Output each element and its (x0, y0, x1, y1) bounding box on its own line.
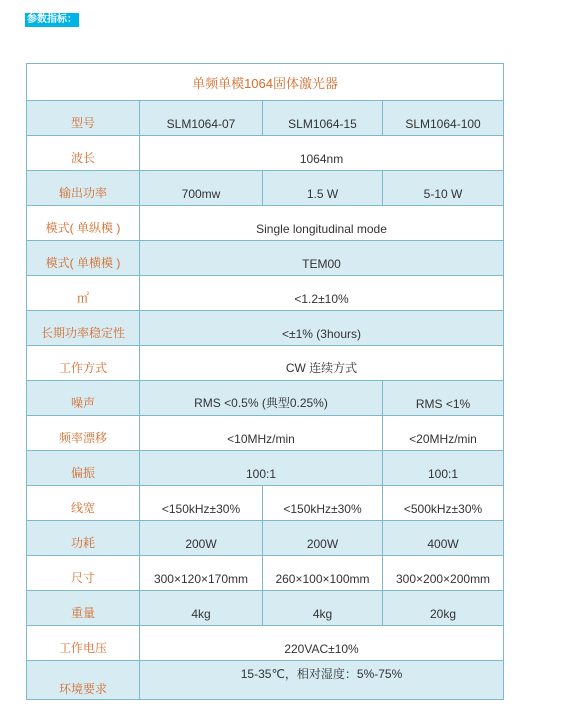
table-cell: 5-10 W (383, 171, 504, 206)
table-cell: 4kg (140, 591, 263, 626)
table-cell: 1.5 W (263, 171, 383, 206)
table-cell: <1.2±10% (140, 276, 504, 311)
table-cell: 1064nm (140, 136, 504, 171)
table-cell: TEM00 (140, 241, 504, 276)
table-cell: SLM1064-07 (140, 101, 263, 136)
table-cell: <10MHz/min (140, 416, 383, 451)
table-row (27, 346, 504, 381)
table-row (27, 171, 504, 206)
table-cell: 700mw (140, 171, 263, 206)
table-cell: 15-35℃，相对湿度：5%-75% (140, 661, 504, 700)
table-row (27, 521, 504, 556)
row-label-wavelength: 波长 (27, 136, 140, 171)
row-label-m2: ㎡ (27, 276, 140, 311)
table-row (27, 311, 504, 346)
row-label-operation-mode: 工作方式 (27, 346, 140, 381)
row-label-longitudinal-mode: 模式( 单纵模 ) (27, 206, 140, 241)
table-cell: <±1% (3hours) (140, 311, 504, 346)
table-row (27, 381, 504, 416)
row-label-noise: 噪声 (27, 381, 140, 416)
table-title: 单频单模1064固体激光器 (27, 64, 504, 101)
table-title-row (27, 64, 504, 101)
table-row (27, 451, 504, 486)
table-cell: <500kHz±30% (383, 486, 504, 521)
table-cell: <20MHz/min (383, 416, 504, 451)
row-label-frequency-drift: 频率漂移 (27, 416, 140, 451)
table-cell: 260×100×100mm (263, 556, 383, 591)
section-tag: 参数指标： (27, 14, 77, 25)
row-label-environment: 环境要求 (27, 661, 140, 700)
table-row (27, 276, 504, 311)
table-cell: 300×120×170mm (140, 556, 263, 591)
table-row (27, 486, 504, 521)
table-cell: RMS <0.5% (典型0.25%) (140, 381, 383, 416)
table-cell: 20kg (383, 591, 504, 626)
table-cell: RMS <1% (383, 381, 504, 416)
table-cell: 200W (263, 521, 383, 556)
table-cell: 400W (383, 521, 504, 556)
row-label-weight: 重量 (27, 591, 140, 626)
row-label-output-power: 输出功率 (27, 171, 140, 206)
table-cell: <150kHz±30% (263, 486, 383, 521)
table-cell: 200W (140, 521, 263, 556)
row-label-dimensions: 尺寸 (27, 556, 140, 591)
row-label-polarization: 偏振 (27, 451, 140, 486)
table-row (27, 416, 504, 451)
row-label-model: 型号 (27, 101, 140, 136)
table-cell: 4kg (263, 591, 383, 626)
table-cell: CW 连续方式 (140, 346, 504, 381)
table-row (27, 591, 504, 626)
table-row (27, 241, 504, 276)
table-cell: 100:1 (383, 451, 504, 486)
table-cell: <150kHz±30% (140, 486, 263, 521)
table-cell: SLM1064-100 (383, 101, 504, 136)
table-row (27, 101, 504, 136)
row-label-voltage: 工作电压 (27, 626, 140, 661)
table-cell: Single longitudinal mode (140, 206, 504, 241)
table-row (27, 556, 504, 591)
row-label-power-stability: 长期功率稳定性 (27, 311, 140, 346)
spec-table (26, 63, 504, 700)
table-cell: SLM1064-15 (263, 101, 383, 136)
table-cell: 100:1 (140, 451, 383, 486)
table-row (27, 661, 504, 700)
table-row (27, 136, 504, 171)
table-cell: 300×200×200mm (383, 556, 504, 591)
row-label-power-consumption: 功耗 (27, 521, 140, 556)
table-cell: 220VAC±10% (140, 626, 504, 661)
table-row (27, 626, 504, 661)
row-label-transverse-mode: 模式( 单横模 ) (27, 241, 140, 276)
row-label-linewidth: 线宽 (27, 486, 140, 521)
table-row (27, 206, 504, 241)
